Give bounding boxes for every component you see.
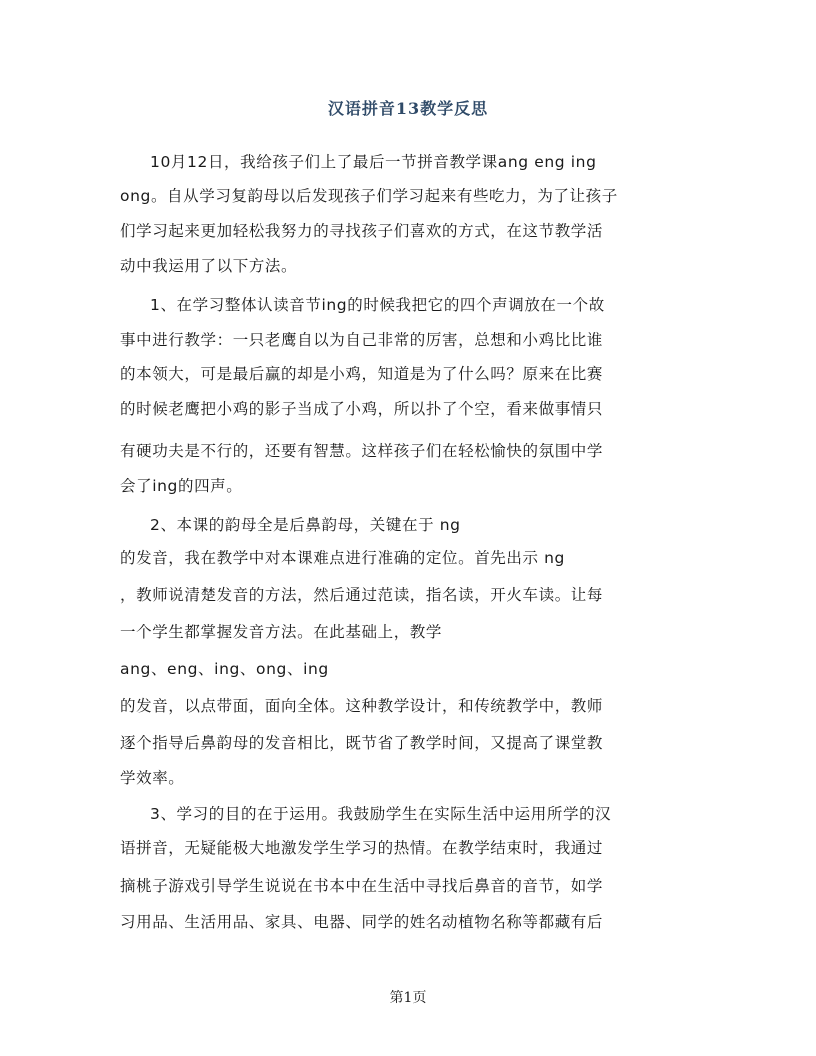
paragraph-line: 1、在学习整体认读音节ing的时候我把它的四个声调放在一个故 [150,296,605,314]
paragraph-line: 的本领大，可是最后赢的却是小鸡，知道是为了什么吗？原来在比赛 [120,365,604,383]
paragraph-line: 动中我运用了以下方法。 [120,257,298,275]
paragraph-line: 的发音，以点带面，面向全体。这种教学设计，和传统教学中，教师 [120,697,604,715]
paragraph-line: ，教师说清楚发音的方法，然后通过范读，指名读，开火车读。让每 [120,586,604,604]
paragraph-line: 习用品、生活用品、家具、电器、同学的姓名动植物名称等都藏有后 [120,913,604,931]
paragraph-line: 有硬功夫是不行的，还要有智慧。这样孩子们在轻松愉快的氛围中学 [120,442,604,460]
paragraph-line: 逐个指导后鼻韵母的发音相比，既节省了教学时间，又提高了课堂教 [120,734,604,752]
paragraph-line: 们学习起来更加轻松我努力的寻找孩子们喜欢的方式，在这节教学活 [120,222,604,240]
paragraph-line: 一个学生都掌握发音方法。在此基础上，教学 [120,623,443,641]
paragraph-line: 事中进行教学：一只老鹰自以为自己非常的厉害，总想和小鸡比比谁 [120,331,604,349]
paragraph-line: ong。自从学习复韵母以后发现孩子们学习起来有些吃力，为了让孩子 [120,187,618,205]
paragraph-line: 会了ing的四声。 [120,477,243,495]
document-title: 汉语拼音13教学反思 [327,99,489,118]
paragraph-line: 2、本课的韵母全是后鼻韵母，关键在于 ng [150,516,461,534]
paragraph-line: 的发音，我在教学中对本课难点进行准确的定位。首先出示 ng [120,549,565,567]
paragraph-line: 学效率。 [120,769,185,787]
paragraph-line: 语拼音，无疑能极大地激发学生学习的热情。在教学结束时，我通过 [120,839,604,857]
paragraph-line: ang、eng、ing、ong、ing [120,660,329,678]
paragraph-line: 3、学习的目的在于运用。我鼓励学生在实际生活中运用所学的汉 [150,805,612,823]
page-number: 第1页 [389,990,427,1006]
paragraph-line: 的时候老鹰把小鸡的影子当成了小鸡，所以扑了个空，看来做事情只 [120,400,604,418]
paragraph-line: 摘桃子游戏引导学生说说在书本中在生活中寻找后鼻音的音节，如学 [120,877,604,895]
paragraph-line: 10月12日，我给孩子们上了最后一节拼音教学课ang eng ing [150,153,597,171]
